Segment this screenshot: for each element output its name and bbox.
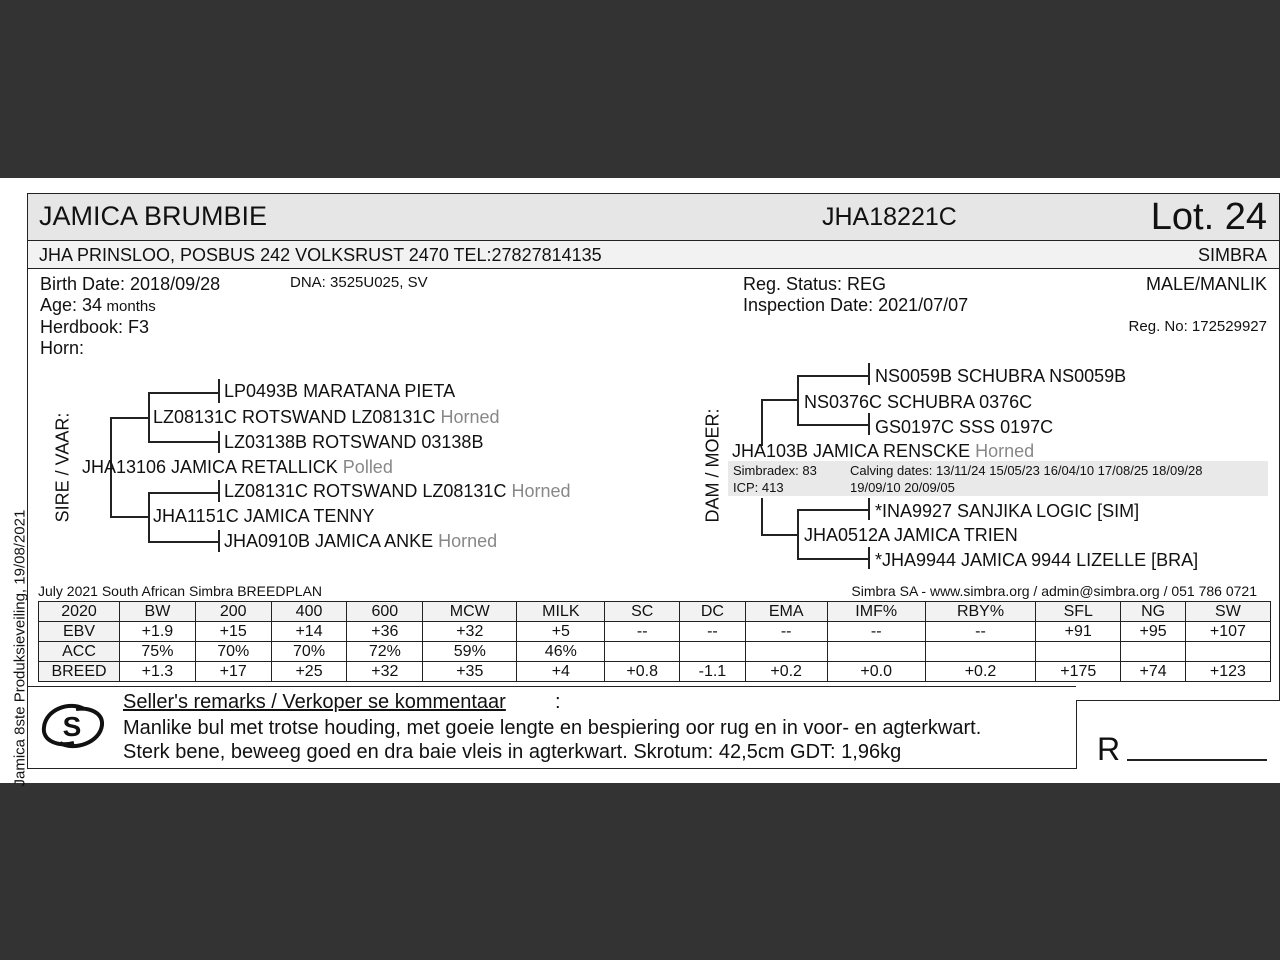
- sex: MALE/MANLIK: [1145, 274, 1267, 294]
- animal-card: [27, 193, 1280, 769]
- dam-tree-line: [868, 547, 870, 569]
- breed-name: SIMBRA: [1197, 245, 1267, 265]
- dam-tree-line: [797, 558, 869, 560]
- dam-tree-line: [761, 498, 763, 536]
- ebv-row-label: BREED: [39, 662, 120, 682]
- sire-sire: [153, 407, 500, 428]
- dam-dam: JHA0512A JAMICA TRIEN: [804, 525, 1018, 545]
- remarks-heading: Seller's remarks / Verkoper se kommentaar: [123, 691, 506, 713]
- dna-info: DNA: 3525U025, SV: [290, 274, 428, 291]
- sire-dam-dam-name: JHA0910B JAMICA ANKE: [224, 531, 434, 551]
- ebv-cell: +4: [517, 662, 605, 682]
- ebv-cell: +32: [347, 662, 423, 682]
- sire-sire-name: LZ08131C ROTSWAND LZ08131C: [153, 407, 436, 427]
- ebv-cell: [1121, 642, 1186, 662]
- sire-label: SIRE / VAAR:: [52, 412, 73, 523]
- dam-tree-line: [761, 399, 763, 446]
- ebv-cell: +0.0: [827, 662, 925, 682]
- ebv-cell: +91: [1036, 622, 1121, 642]
- sire-dam: JHA1151C JAMICA TENNY: [153, 506, 375, 526]
- ebv-cell: --: [827, 622, 925, 642]
- dam-sire-dam: GS0197C SSS 0197C: [875, 417, 1054, 437]
- ebv-cell: --: [680, 622, 746, 642]
- ebv-row-label: ACC: [39, 642, 120, 662]
- animal-name: JAMICA BRUMBIE: [39, 201, 268, 231]
- remarks-section: [28, 686, 1076, 769]
- ebv-cell: +1.3: [120, 662, 196, 682]
- sire-dam-dam-horn: Horned: [438, 531, 498, 551]
- ebv-cell: +0.2: [745, 662, 827, 682]
- ebv-values-row: [39, 622, 1271, 642]
- sire-horn: Polled: [342, 457, 393, 477]
- simbra-s-logo-icon: [40, 703, 104, 749]
- age-unit: months: [106, 298, 156, 315]
- sire-dam-sire-horn: Horned: [511, 481, 571, 501]
- ebv-cell: SFL: [1036, 602, 1121, 622]
- icp: ICP: 413: [733, 480, 784, 495]
- lot-number: Lot. 24: [1150, 196, 1267, 238]
- dam-tree-line: [797, 375, 869, 377]
- sire-dam-dam: [224, 531, 497, 552]
- dam-horn: Horned: [975, 441, 1035, 461]
- ebv-cell: 200: [195, 602, 271, 622]
- ebv-cell: --: [745, 622, 827, 642]
- title-bar: [28, 194, 1279, 241]
- ebv-cell: 59%: [423, 642, 517, 662]
- sire-name: JHA13106 JAMICA RETALLICK: [82, 457, 338, 477]
- ebv-cell: +74: [1121, 662, 1186, 682]
- ebv-cell: +1.9: [120, 622, 196, 642]
- ebv-cell: +36: [347, 622, 423, 642]
- ebv-cell: +5: [517, 622, 605, 642]
- herdbook: Herdbook: F3: [40, 317, 150, 337]
- age-value: Age: 34: [40, 295, 103, 315]
- dam: [732, 441, 1034, 462]
- remarks-line-2: Sterk bene, beweeg goed en dra baie vleis in agterkwart. Skrotum: 42,5cm GDT: 1,96kg: [123, 741, 902, 763]
- remarks-colon: :: [555, 691, 561, 713]
- ebv-cell: 72%: [347, 642, 423, 662]
- breedplan-contact: Simbra SA - www.simbra.org / admin@simbra.org / 051 786 0721: [851, 583, 1257, 599]
- sire-tree-line: [218, 431, 220, 453]
- dam-tree-line: [797, 509, 799, 559]
- price-label: R: [1097, 731, 1121, 767]
- ebv-cell: EMA: [745, 602, 827, 622]
- sire-tree-line: [110, 516, 148, 518]
- dam-sire-sire: NS0059B SCHUBRA NS0059B: [875, 366, 1127, 386]
- ebv-accuracy-row: [39, 642, 1271, 662]
- breedplan-title: July 2021 South African Simbra BREEDPLAN: [38, 583, 323, 599]
- dam-tree-line: [868, 363, 870, 385]
- ebv-breed-avg-row: [39, 662, 1271, 682]
- dam-tree-line: [868, 498, 870, 520]
- dam-tree-line: [797, 375, 799, 425]
- ebv-cell: [605, 642, 680, 662]
- sire-sire-horn: Horned: [440, 407, 500, 427]
- age: [40, 295, 156, 316]
- sire-sire-dam: LZ03138B ROTSWAND 03138B: [224, 432, 484, 452]
- sire-tree-line: [110, 417, 148, 419]
- ebv-cell: [925, 642, 1035, 662]
- horn-status: Horn:: [40, 338, 85, 358]
- dam-tree-line: [797, 509, 869, 511]
- owner-details: JHA PRINSLOO, POSBUS 242 VOLKSRUST 2470 TEL:27827814135: [39, 245, 602, 265]
- sire-tree-line: [218, 480, 220, 502]
- ebv-cell: +32: [423, 622, 517, 642]
- price-box: [1076, 700, 1280, 769]
- ebv-row-label: 2020: [39, 602, 120, 622]
- sire-dam-sire: [224, 481, 571, 502]
- ebv-table: [38, 601, 1271, 682]
- ebv-cell: +107: [1185, 622, 1270, 642]
- ebv-cell: MCW: [423, 602, 517, 622]
- remarks-line-1: Manlike bul met trotse houding, met goeie lengte en bespiering oor rug en in voor- en agterkwart.: [123, 717, 982, 739]
- ebv-cell: 70%: [271, 642, 347, 662]
- price-entry-line[interactable]: [1127, 759, 1267, 761]
- dam-dam-sire: *INA9927 SANJIKA LOGIC [SIM]: [875, 501, 1140, 521]
- ebv-cell: 400: [271, 602, 347, 622]
- sire-tree-line: [218, 379, 220, 403]
- ebv-cell: 75%: [120, 642, 196, 662]
- dam-name: JHA103B JAMICA RENSCKE: [732, 441, 971, 461]
- dam-dam-dam: *JHA9944 JAMICA 9944 LIZELLE [BRA]: [875, 550, 1199, 570]
- side-caption: Jamica 8ste Produksieveiling, 19/08/2021: [11, 509, 29, 787]
- registration-id: JHA18221C: [822, 203, 957, 231]
- ebv-cell: MILK: [517, 602, 605, 622]
- ebv-cell: RBY%: [925, 602, 1035, 622]
- ebv-cell: [745, 642, 827, 662]
- dam-tree-line: [868, 413, 870, 435]
- owner-bar: [28, 241, 1279, 269]
- sire-tree-line: [148, 492, 219, 494]
- reg-number: Reg. No: 172529927: [1128, 318, 1267, 335]
- ebv-cell: +95: [1121, 622, 1186, 642]
- ebv-cell: 70%: [195, 642, 271, 662]
- sire-tree-line: [148, 392, 150, 442]
- dam-tree-line: [761, 399, 797, 401]
- ebv-cell: +0.8: [605, 662, 680, 682]
- ebv-cell: SC: [605, 602, 680, 622]
- inspection-date: Inspection Date: 2021/07/07: [743, 295, 969, 315]
- ebv-cell: +25: [271, 662, 347, 682]
- ebv-cell: IMF%: [827, 602, 925, 622]
- sire-tree-line: [148, 441, 219, 443]
- sire: [82, 457, 393, 478]
- ebv-cell: 600: [347, 602, 423, 622]
- dam-tree-line: [797, 424, 869, 426]
- ebv-cell: +15: [195, 622, 271, 642]
- ebv-cell: -1.1: [680, 662, 746, 682]
- sire-dam-sire-name: LZ08131C ROTSWAND LZ08131C: [224, 481, 507, 501]
- ebv-cell: NG: [1121, 602, 1186, 622]
- ebv-cell: [827, 642, 925, 662]
- dam-info-box: [728, 461, 1268, 496]
- dam-sire: NS0376C SCHUBRA 0376C: [804, 392, 1033, 412]
- sire-tree-line: [218, 530, 220, 552]
- calving-dates-cont: 19/09/10 20/09/05: [850, 480, 955, 495]
- sire-tree-line: [148, 392, 219, 394]
- ebv-cell: +17: [195, 662, 271, 682]
- ebv-cell: +0.2: [925, 662, 1035, 682]
- sire-tree-line: [148, 492, 150, 542]
- ebv-cell: +14: [271, 622, 347, 642]
- ebv-header-row: [39, 602, 1271, 622]
- logo-letter: S: [62, 711, 82, 742]
- lot-sheet: [0, 178, 1280, 787]
- ebv-cell: [1185, 642, 1270, 662]
- sire-tree-line: [148, 541, 219, 543]
- birth-date: Birth Date: 2018/09/28: [40, 274, 221, 294]
- sire-sire-sire: LP0493B MARATANA PIETA: [224, 381, 456, 401]
- calving-dates: Calving dates: 13/11/24 15/05/23 16/04/10 17/08/25 18/09/28: [850, 463, 1203, 478]
- reg-status: Reg. Status: REG: [743, 274, 887, 294]
- ebv-cell: +123: [1185, 662, 1270, 682]
- dam-tree-line: [761, 534, 797, 536]
- ebv-cell: DC: [680, 602, 746, 622]
- dam-label: DAM / MOER:: [702, 408, 723, 523]
- simbradex: Simbradex: 83: [733, 463, 817, 478]
- ebv-cell: --: [605, 622, 680, 642]
- ebv-row-label: EBV: [39, 622, 120, 642]
- ebv-cell: SW: [1185, 602, 1270, 622]
- ebv-cell: [680, 642, 746, 662]
- ebv-cell: BW: [120, 602, 196, 622]
- ebv-cell: --: [925, 622, 1035, 642]
- ebv-cell: [1036, 642, 1121, 662]
- ebv-cell: +175: [1036, 662, 1121, 682]
- ebv-cell: 46%: [517, 642, 605, 662]
- ebv-cell: +35: [423, 662, 517, 682]
